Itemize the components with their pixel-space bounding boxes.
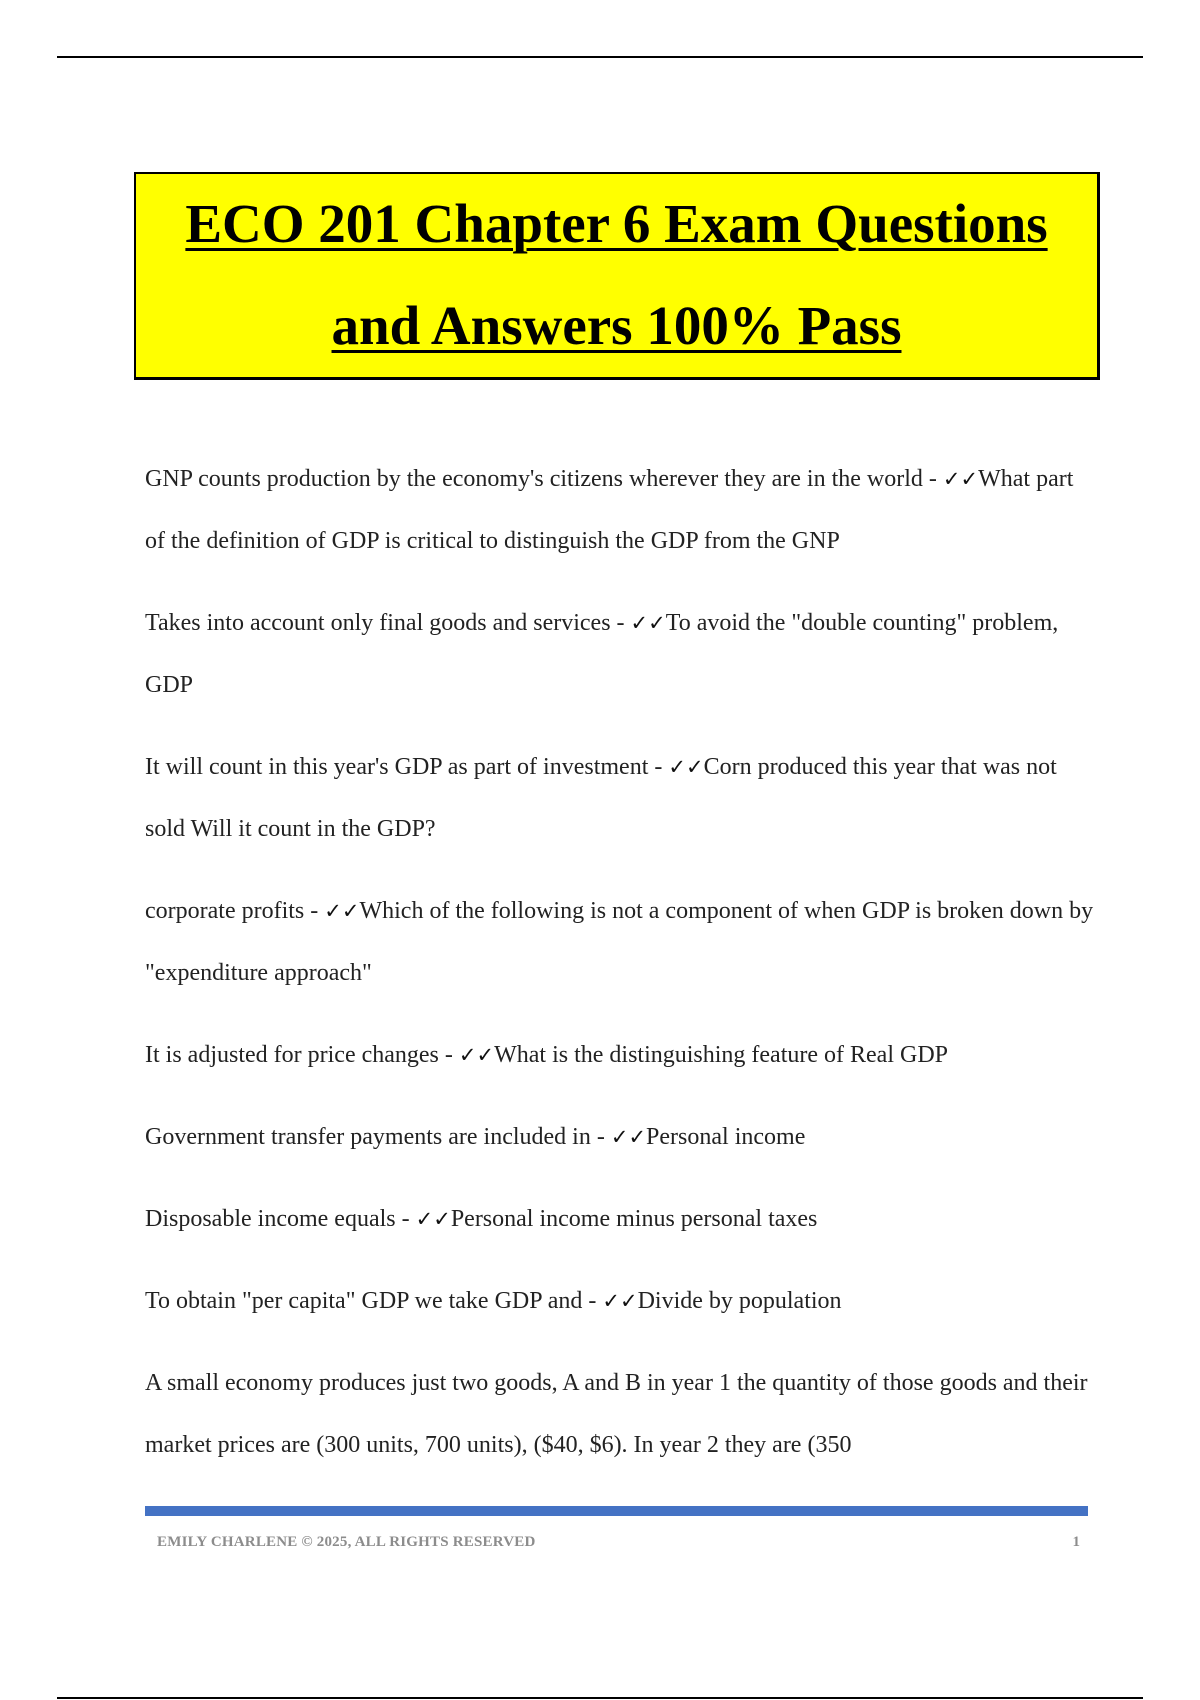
qa-item [145, 1188, 1095, 1250]
answer-text: It will count in this year's GDP as part of investment - [145, 754, 669, 780]
check-mark-icon: ✓✓ [458, 1043, 495, 1067]
title-box [134, 172, 1100, 380]
answer-text: Disposable income equals - [145, 1206, 416, 1232]
question-text: What is the distinguishing feature of Real GDP [494, 1042, 949, 1068]
footer-copyright: EMILY CHARLENE © 2025, ALL RIGHTS RESERVED [157, 1534, 536, 1550]
question-text: Corn produced this year that was not sold Will it count in the GDP? [145, 754, 1057, 842]
qa-item [145, 1106, 1095, 1168]
question-text: To avoid the "double counting" problem, GDP [145, 610, 1059, 698]
answer-text: corporate profits - [145, 898, 325, 924]
check-mark-icon: ✓✓ [610, 1125, 647, 1149]
qa-last-paragraph: A small economy produces just two goods, A and B in year 1 the quantity of those goods and their market prices are (300 units, 700 units), ($40, $6). In year 2 they are (350 [145, 1370, 1088, 1458]
check-mark-icon: ✓✓ [668, 755, 704, 779]
question-text: Personal income minus personal taxes [450, 1206, 818, 1232]
answer-text: To obtain "per capita" GDP we take GDP and - [145, 1288, 603, 1314]
qa-item [145, 448, 1095, 572]
check-mark-icon: ✓✓ [602, 1289, 638, 1313]
answer-text: Takes into account only final goods and services - [145, 610, 631, 636]
question-text: Personal income [646, 1124, 806, 1150]
check-mark-icon: ✓✓ [630, 611, 666, 635]
qa-item [145, 1270, 1095, 1332]
question-text: Which of the following is not a component of when GDP is broken down by "expenditure approach" [145, 898, 1094, 986]
answer-text: Government transfer payments are included in - [145, 1124, 611, 1150]
bottom-rule [57, 1697, 1143, 1699]
check-mark-icon: ✓✓ [324, 899, 360, 923]
qa-list [145, 448, 1095, 1496]
title-line-1: ECO 201 Chapter 6 Exam Questions [185, 193, 1048, 254]
title-line-2: and Answers 100% Pass [331, 295, 902, 356]
page-number: 1 [1072, 1534, 1080, 1550]
check-mark-icon: ✓✓ [942, 467, 979, 491]
top-rule [57, 56, 1143, 58]
qa-item [145, 1024, 1095, 1086]
question-text: Divide by population [637, 1288, 842, 1314]
question-text: What part of the definition of GDP is critical to distinguish the GDP from the GNP [145, 466, 1074, 554]
footer-bar [145, 1506, 1088, 1516]
answer-text: It is adjusted for price changes - [145, 1042, 459, 1068]
qa-item [145, 592, 1095, 716]
answer-text: GNP counts production by the economy's citizens wherever they are in the world - [145, 466, 943, 492]
qa-item [145, 880, 1095, 1004]
check-mark-icon: ✓✓ [415, 1207, 451, 1231]
qa-item [145, 736, 1095, 860]
